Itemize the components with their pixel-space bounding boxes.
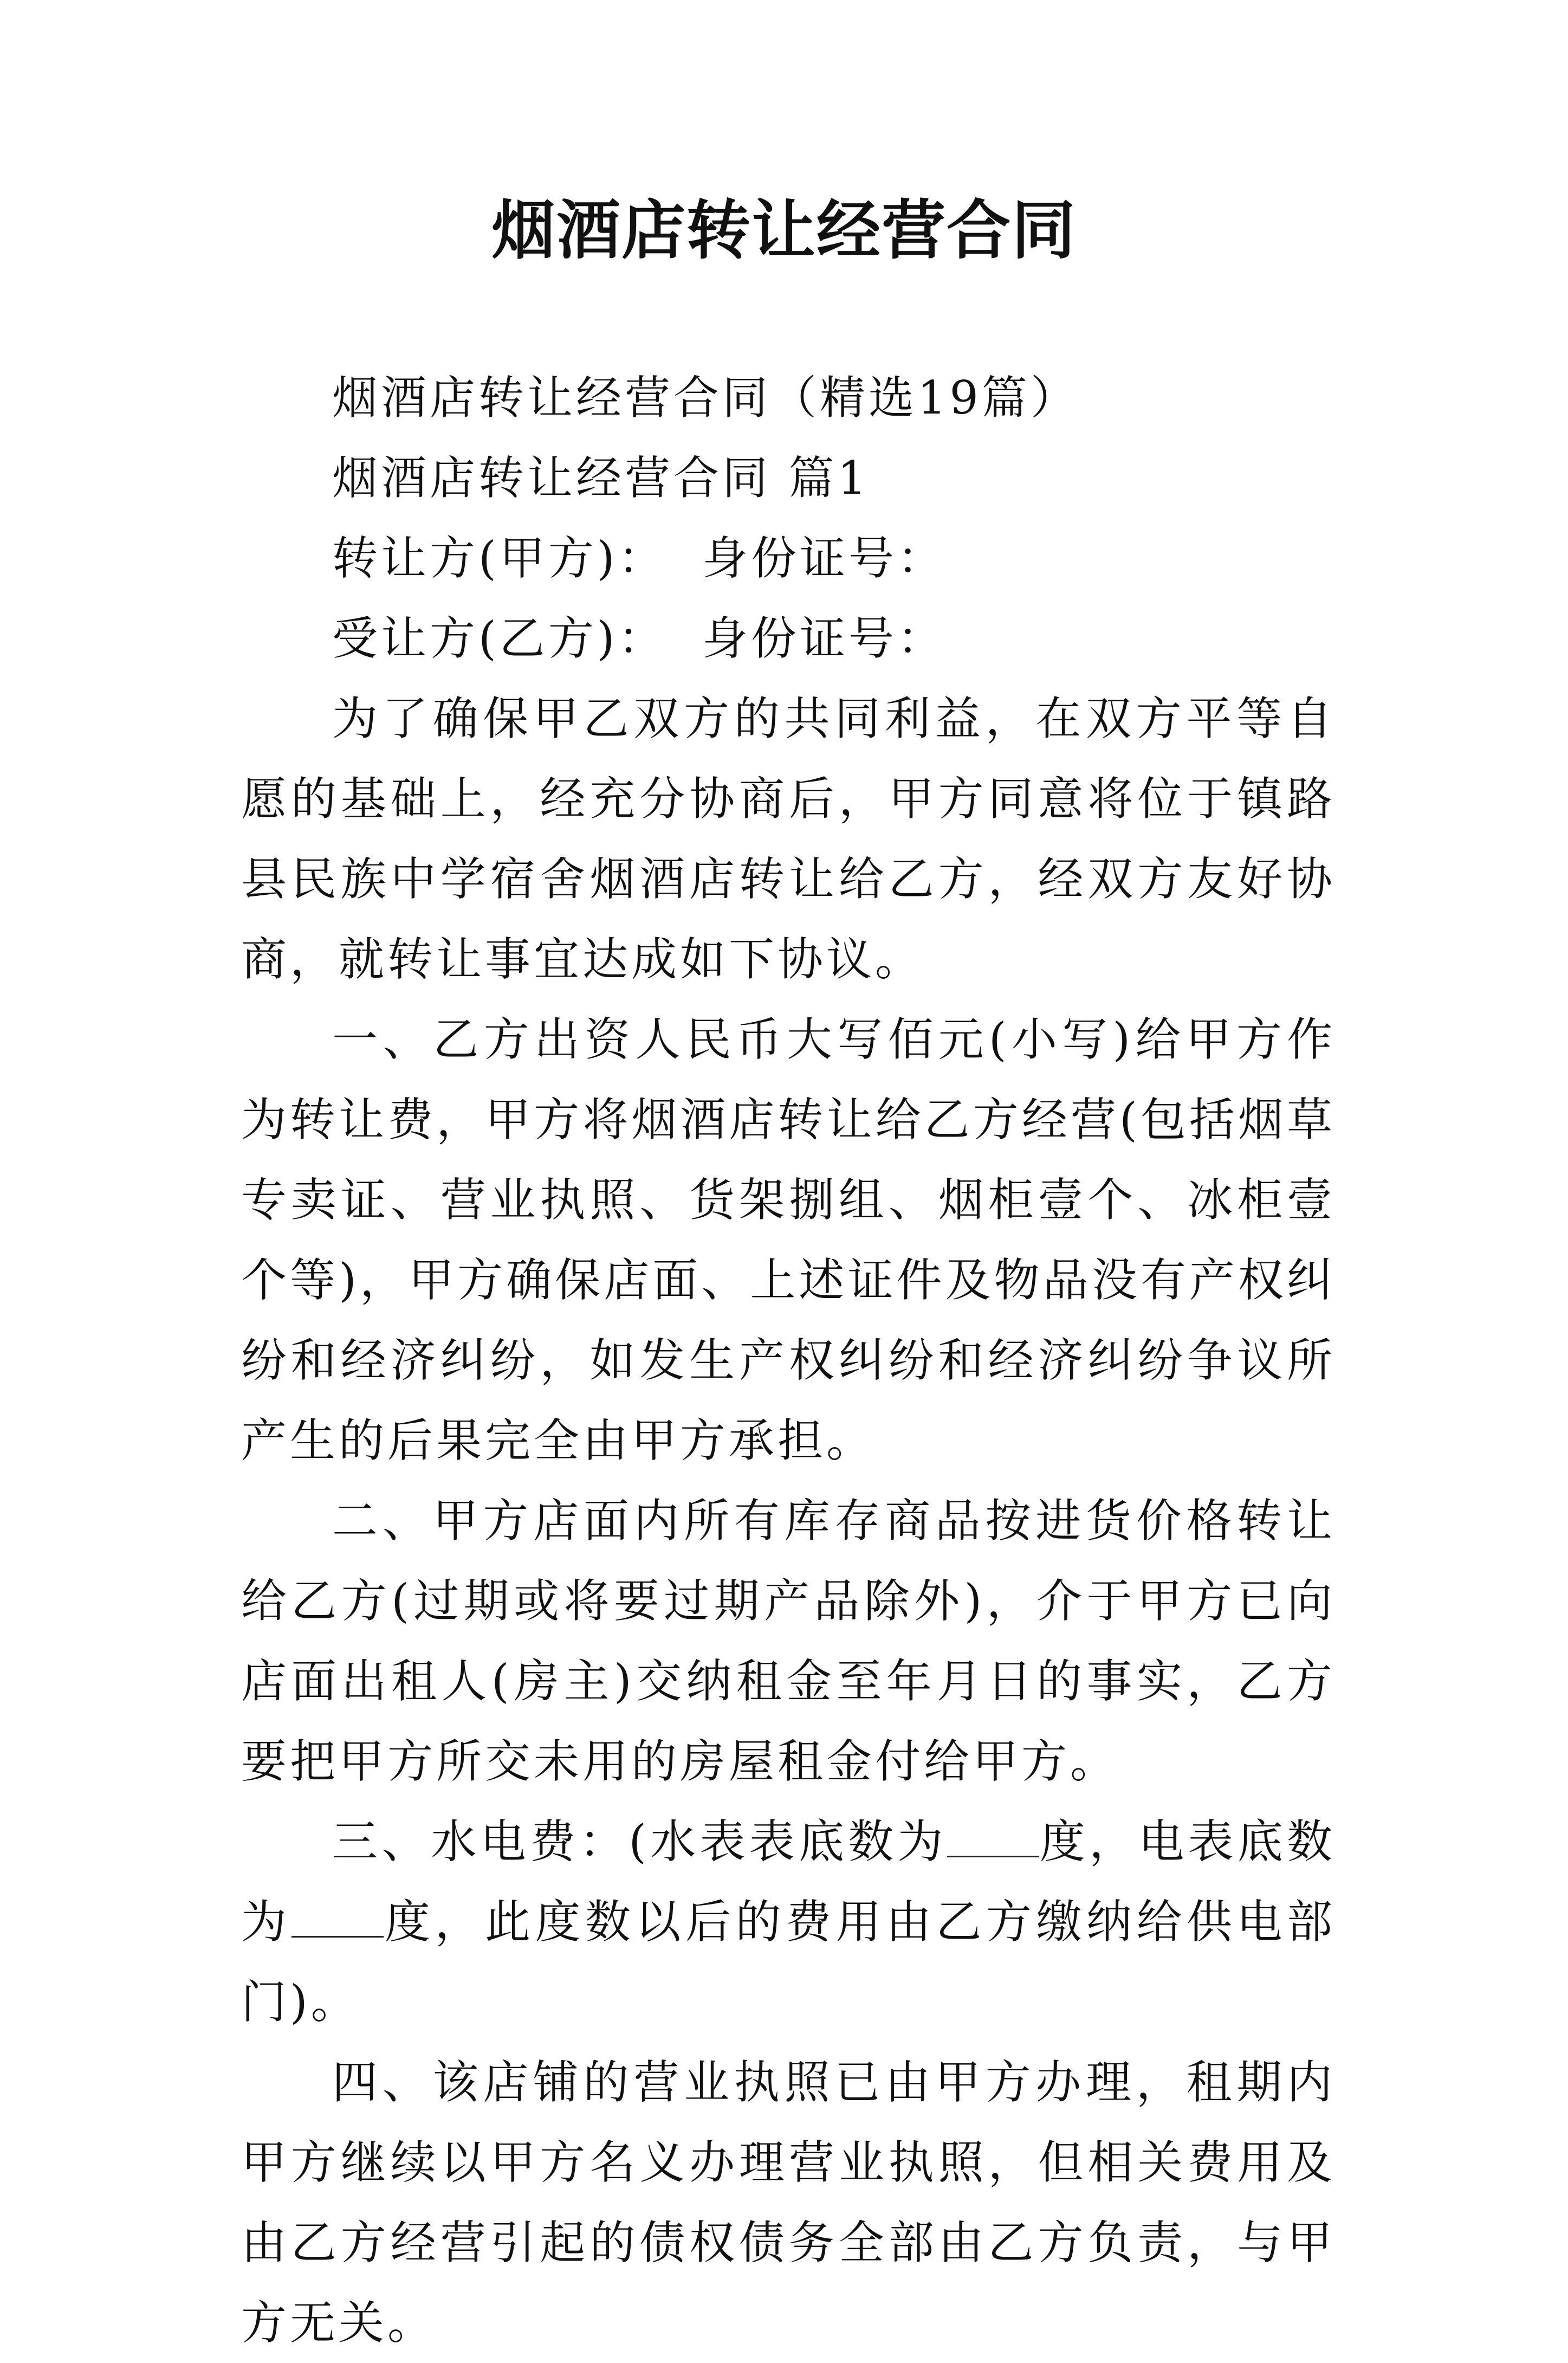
water-reading-blank <box>947 1823 1039 1857</box>
electric-reading-blank <box>291 1903 384 1938</box>
clause-4-paragraph: 四、该店铺的营业执照已由甲方办理，租期内甲方继续以甲方名义办理营业执照，但相关费用及由乙方经营引起的债权债务全部由乙方负责，与甲方无关。 <box>241 2056 1336 2349</box>
transferee-line: 受让方(乙方)： 身份证号： <box>332 612 946 665</box>
clause-3-paragraph <box>241 1802 1336 2042</box>
document-title: 烟酒店转让经营合同 <box>491 192 1077 268</box>
document-subtitle: 烟酒店转让经营合同（精选19篇） <box>332 371 1079 424</box>
transferor-line: 转让方(甲方)： 身份证号： <box>332 532 946 585</box>
clause-2-paragraph: 二、甲方店面内所有库存商品按进货价格转让给乙方(过期或将要过期产品除外)，介于甲方已向店面出租人(房主)交纳租金至年月日的事实，乙方要把甲方所交未用的房屋租金付给甲方。 <box>241 1494 1336 1788</box>
clause-3-text-part-1: 三、水电费：(水表表底数为 <box>332 1815 947 1868</box>
document-body <box>241 358 1336 2363</box>
clause-1-paragraph: 一、乙方出资人民币大写佰元(小写)给甲方作为转让费，甲方将烟酒店转让给乙方经营(包括烟草专卖证、营业执照、货架捌组、烟柜壹个、冰柜壹个等)，甲方确保店面、上述证件及物品没有产权纠纷和经济纠纷，如发生产权纠纷和经济纠纷争议所产生的后果完全由甲方承担。 <box>241 1013 1336 1467</box>
section-heading: 烟酒店转让经营合同 篇1 <box>332 451 870 505</box>
clause-3-text-part-2: 度，电表底数为 <box>241 1815 1336 1948</box>
clause-3-text-part-3: 度，此度数以后的费用由乙方缴纳给供电部门)。 <box>241 1895 1336 2029</box>
intro-paragraph: 为了确保甲乙双方的共同利益，在双方平等自愿的基础上，经充分协商后，甲方同意将位于镇路县民族中学宿舍烟酒店转让给乙方，经双方友好协商，就转让事宜达成如下协议。 <box>241 692 1336 986</box>
